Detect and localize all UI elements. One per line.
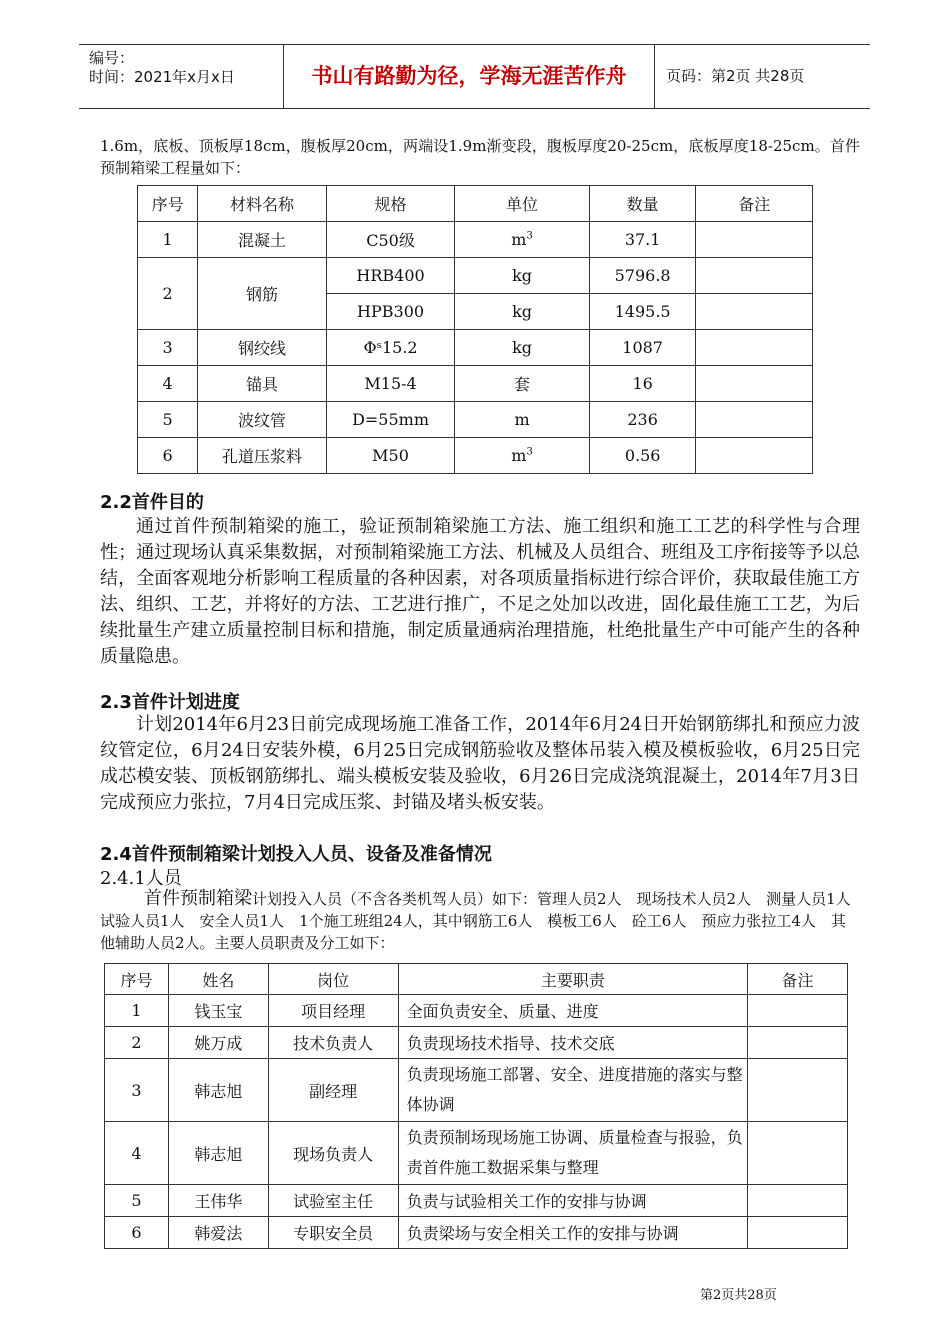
cell-no: 5 [105,1185,169,1217]
cell-qty: 236 [589,402,696,438]
section-2-4-1-title: 2.4.1人员 [100,868,182,889]
cell-name: 孔道压浆料 [198,438,326,474]
cell-no: 6 [138,438,198,474]
cell-no: 5 [138,402,198,438]
header-number: 编号： [89,49,135,67]
cell-duty: 负责现场施工部署、安全、进度措施的落实与整体协调 [398,1059,748,1122]
table-row [105,1217,848,1249]
cell-note [748,995,848,1027]
section-2-3-title: 2.3首件计划进度 [100,692,240,713]
cell-name: 波纹管 [198,402,326,438]
staff-table [104,963,848,1249]
header-cell: 序号 [138,186,198,222]
cell-duty: 负责现场技术指导、技术交底 [398,1027,748,1059]
cell-unit [455,438,589,474]
cell-note [748,1217,848,1249]
table-row [105,1122,848,1185]
materials-table [137,185,813,474]
cell-unit [455,222,589,258]
cell-note [696,402,813,438]
table-row [105,1185,848,1217]
cell-unit: kg [455,258,589,294]
body-text: 计划投入人员（不含各类机驾人员）如下：管理人员2人 现场技术人员2人 测量人员1人 试验人员1人 安全人员1人 1个施工班组24人，其中钢筋工6人 模板工6人 砼工6人 预应力张拉工4人 其他辅助人员2人。主要人员职责及分工如下： [100,890,866,952]
cell-spec: Φˢ15.2 [326,330,455,366]
table-header-row [105,964,848,995]
cell-no: 1 [138,222,198,258]
section-2-2-title: 2.2首件目的 [100,492,204,513]
header-cell: 规格 [326,186,455,222]
header-cell: 材料名称 [198,186,326,222]
section-2-2-text: 通过首件预制箱梁的施工，验证预制箱梁施工方法、施工组织和施工工艺的科学性与合理性；通过现场认真采集数据，对预制箱梁施工方法、机械及人员组合、班组及工序衔接等予以总结，全面客观地分析影响工程质量的各种因素，对各项质量指标进行综合评价，获取最佳施工方法、组织、工艺，并将好的方法、工艺进行推广，不足之处加以改进，固化最佳施工工艺，为后续批量生产建立质量控制目标和措施，制定质量通病治理措施，杜绝批量生产中可能产生的各种质量隐患。 [100,516,860,667]
page-header [79,44,870,109]
table-row [138,330,813,366]
cell-duty: 负责与试验相关工作的安排与协调 [398,1185,748,1217]
cell-post: 试验室主任 [268,1185,398,1217]
cell-spec: D=55mm [326,402,455,438]
cell-name: 锚具 [198,366,326,402]
cell-name: 韩志旭 [168,1059,268,1122]
unit-text: m [511,446,527,465]
header-cell: 序号 [105,964,169,995]
table-row [105,1027,848,1059]
cell-post: 项目经理 [268,995,398,1027]
cell-note [696,258,813,294]
unit-text: m [511,230,527,249]
cell-name: 钢绞线 [198,330,326,366]
cell-no: 3 [105,1059,169,1122]
cell-no: 4 [105,1122,169,1185]
header-cell: 主要职责 [398,964,748,995]
cell-name: 混凝土 [198,222,326,258]
page-footer: 第2页共28页 [700,1288,777,1303]
header-cell: 备注 [696,186,813,222]
cell-spec: M50 [326,438,455,474]
header-meta [79,45,284,108]
cell-no: 3 [138,330,198,366]
cell-duty: 全面负责安全、质量、进度 [398,995,748,1027]
cell-spec: M15-4 [326,366,455,402]
cell-note [696,294,813,330]
cell-qty: 1087 [589,330,696,366]
table-header-row [138,186,813,222]
cell-note [748,1059,848,1122]
cell-unit: 套 [455,366,589,402]
header-motto: 书山有路勤为径，学海无涯苦作舟 [284,45,655,108]
table-row [105,995,848,1027]
cell-spec: HRB400 [326,258,455,294]
cell-note [696,366,813,402]
cell-duty: 负责梁场与安全相关工作的安排与协调 [398,1217,748,1249]
unit-sup: 3 [526,230,533,242]
table-row [138,438,813,474]
cell-qty: 16 [589,366,696,402]
cell-qty: 5796.8 [589,258,696,294]
cell-note [696,438,813,474]
cell-name: 韩爱法 [168,1217,268,1249]
section-2-4-1-text [100,888,866,954]
header-date: 时间：2021年x月x日 [89,68,235,86]
cell-no: 4 [138,366,198,402]
intro-paragraph: 1.6m，底板、顶板厚18cm，腹板厚20cm，两端设1.9m渐变段，腹板厚度20-25cm，底板厚度18-25cm。首件预制箱梁工程量如下： [100,137,860,177]
cell-post: 副经理 [268,1059,398,1122]
cell-name: 姚万成 [168,1027,268,1059]
cell-spec: HPB300 [326,294,455,330]
cell-name: 钱玉宝 [168,995,268,1027]
cell-unit: kg [455,294,589,330]
header-cell: 岗位 [268,964,398,995]
table-row [138,258,813,294]
cell-qty: 37.1 [589,222,696,258]
cell-post: 专职安全员 [268,1217,398,1249]
cell-duty: 负责预制场现场施工协调、质量检查与报验，负责首件施工数据采集与整理 [398,1122,748,1185]
header-cell: 备注 [748,964,848,995]
cell-note [696,222,813,258]
cell-qty: 0.56 [589,438,696,474]
lead-text: 首件预制箱梁 [144,888,252,909]
table-row [105,1059,848,1122]
cell-spec: C50级 [326,222,455,258]
header-cell: 数量 [589,186,696,222]
table-row [138,366,813,402]
header-cell: 单位 [455,186,589,222]
cell-name: 韩志旭 [168,1122,268,1185]
cell-qty: 1495.5 [589,294,696,330]
cell-unit: kg [455,330,589,366]
cell-note [748,1185,848,1217]
cell-name: 钢筋 [198,258,326,330]
section-2-4-title: 2.4首件预制箱梁计划投入人员、设备及准备情况 [100,844,492,865]
table-row [138,402,813,438]
unit-sup: 3 [526,446,533,458]
cell-no: 2 [138,258,198,330]
cell-note [748,1122,848,1185]
cell-unit: m [455,402,589,438]
cell-note [748,1027,848,1059]
header-cell: 姓名 [168,964,268,995]
table-row [138,222,813,258]
cell-no: 2 [105,1027,169,1059]
cell-name: 王伟华 [168,1185,268,1217]
header-page: 页码：第2页 共28页 [666,67,805,85]
section-2-3-text: 计划2014年6月23日前完成现场施工准备工作，2014年6月24日开始钢筋绑扎和预应力波纹管定位，6月24日安装外模，6月25日完成钢筋验收及整体吊装入模及模板验收，6月25日完成芯模安装、顶板钢筋绑扎、端头模板安装及验收，6月26日完成浇筑混凝土，2014年7月3日完成预应力张拉，7月4日完成压浆、封锚及堵头板安装。 [100,714,860,813]
cell-post: 现场负责人 [268,1122,398,1185]
cell-no: 1 [105,995,169,1027]
cell-note [696,330,813,366]
cell-no: 6 [105,1217,169,1249]
cell-post: 技术负责人 [268,1027,398,1059]
